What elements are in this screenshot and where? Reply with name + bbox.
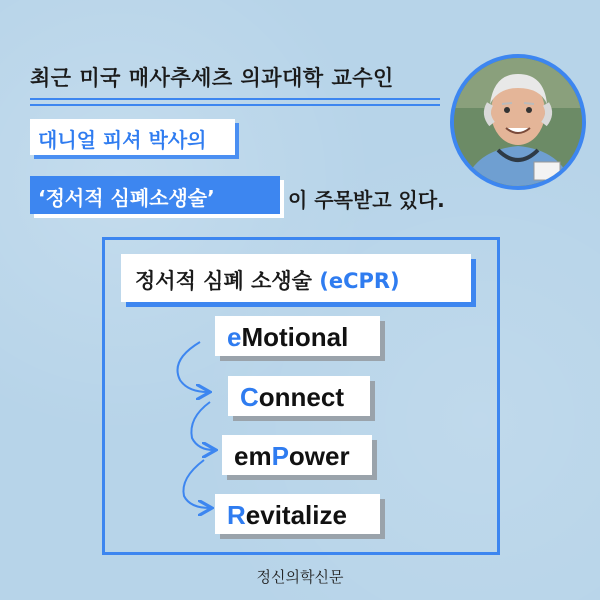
- method-tail: 이 주목받고 있다.: [288, 188, 445, 212]
- ecpr-title-korean: 정서적 심폐 소생술: [135, 269, 312, 293]
- headline-underline-bottom: [30, 104, 440, 106]
- source-credit: 정신의학신문: [256, 568, 344, 586]
- step-emotional-rest: Motional: [241, 322, 349, 352]
- ecpr-title-box: [121, 254, 471, 302]
- step-emotional: [215, 316, 380, 356]
- arrow-3: [183, 460, 210, 508]
- step-revitalize-initial: R: [227, 500, 246, 530]
- method-quote: ‘정서적 심폐소생술’: [38, 186, 215, 210]
- step-empower-prefix: em: [234, 441, 272, 471]
- name-line: 대니얼 피셔 박사의: [38, 128, 207, 152]
- method-highlight: [30, 176, 280, 214]
- step-connect-rest: onnect: [258, 382, 345, 412]
- step-connect: [228, 376, 370, 416]
- step-emotional-initial: e: [227, 322, 242, 352]
- ecpr-title: [135, 265, 400, 295]
- professor-portrait-icon: [450, 54, 586, 190]
- step-revitalize: [215, 494, 380, 534]
- step-empower: [222, 435, 372, 475]
- step-empower-initial: P: [271, 441, 289, 471]
- arrow-1: [178, 342, 209, 392]
- step-empower-rest: ower: [288, 441, 350, 471]
- headline-underline-top: [30, 98, 440, 100]
- step-revitalize-rest: evitalize: [245, 500, 347, 530]
- step-connect-initial: C: [240, 382, 259, 412]
- ecpr-title-acronym: (eCPR): [319, 269, 400, 293]
- headline: 최근 미국 매사추세츠 의과대학 교수인: [30, 66, 394, 90]
- arrow-2: [191, 402, 214, 450]
- flow-arrows: [170, 330, 230, 520]
- name-highlight: [30, 119, 235, 155]
